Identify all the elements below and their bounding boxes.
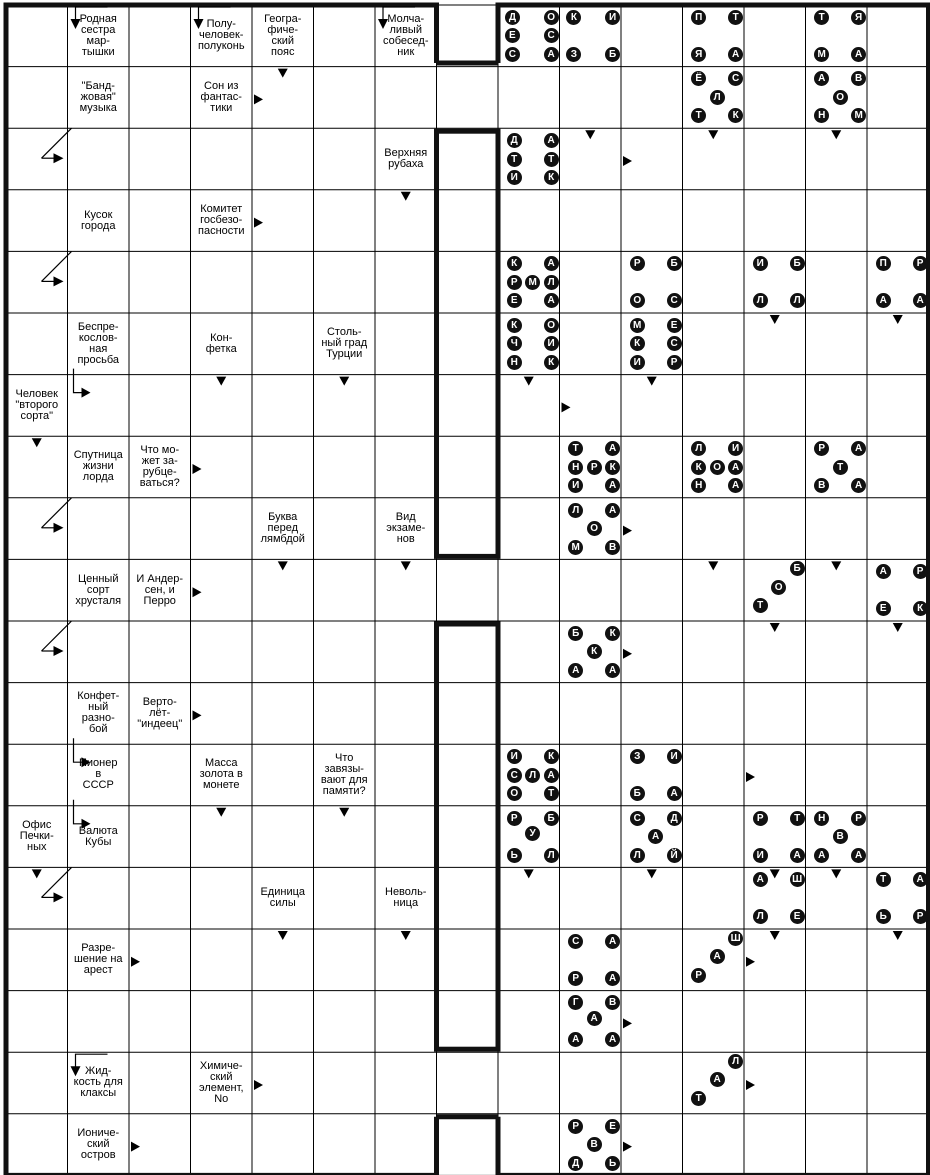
letter-dot: М bbox=[851, 108, 866, 123]
letter-dot: А bbox=[876, 293, 891, 308]
letter-dot: А bbox=[605, 503, 620, 518]
center-block bbox=[437, 624, 499, 1049]
clue-c27: Единица силы bbox=[260, 886, 306, 910]
arrow-head bbox=[623, 1018, 632, 1028]
letter-dot: К bbox=[587, 644, 602, 659]
clue-arrow bbox=[401, 561, 411, 570]
letter-dot: В bbox=[814, 478, 829, 493]
clue-arrow bbox=[278, 931, 288, 940]
letter-dot: Р bbox=[587, 460, 602, 475]
clue-c07: Верхняя рубаха bbox=[384, 146, 428, 170]
clue-arrow bbox=[647, 869, 657, 878]
letter-dot: С bbox=[568, 934, 583, 949]
letter-dot: О bbox=[587, 521, 602, 536]
arrow-head bbox=[193, 587, 202, 597]
arrow-head bbox=[193, 464, 202, 474]
clue-arrow bbox=[623, 1142, 632, 1152]
letter-dot: Е bbox=[605, 1119, 620, 1134]
letter-dot: А bbox=[851, 848, 866, 863]
arrow-head bbox=[401, 192, 411, 201]
clue-arrow bbox=[254, 218, 263, 228]
clue-arrow bbox=[746, 1080, 755, 1090]
letter-dot: Л bbox=[691, 441, 706, 456]
letter-dot: А bbox=[587, 1011, 602, 1026]
arrow-head bbox=[131, 957, 140, 967]
clue-c13: Человек "второго сорта" bbox=[15, 387, 59, 422]
letter-dot: А bbox=[544, 133, 559, 148]
arrow-head bbox=[254, 218, 263, 228]
arrow-head bbox=[254, 1080, 263, 1090]
letter-dot: Л bbox=[525, 768, 540, 783]
letter-dot: Е bbox=[505, 28, 520, 43]
letter-dot: У bbox=[525, 826, 540, 841]
clue-c24: Что завязы- вают для памяти? bbox=[320, 751, 368, 797]
clue-arrow bbox=[831, 869, 841, 878]
letter-dot: С bbox=[728, 71, 743, 86]
clue-arrow bbox=[746, 772, 755, 782]
letter-dot: Д bbox=[667, 811, 682, 826]
letter-dot: К bbox=[507, 256, 522, 271]
letter-dot: И bbox=[753, 848, 768, 863]
letter-dot: Н bbox=[568, 460, 583, 475]
letter-dot: К bbox=[605, 626, 620, 641]
arrow-head bbox=[278, 931, 288, 940]
clue-c03: Геогра- фиче- ский пояс bbox=[264, 12, 302, 58]
arrow-head bbox=[770, 869, 780, 878]
clue-arrow bbox=[193, 587, 202, 597]
letter-dot: Т bbox=[568, 441, 583, 456]
clue-c17: Вид экзаме- нов bbox=[386, 511, 426, 546]
letter-dot: А bbox=[728, 47, 743, 62]
clue-arrow bbox=[562, 402, 571, 412]
letter-dot: М bbox=[568, 540, 583, 555]
letter-dot: Б bbox=[568, 626, 583, 641]
letter-dot: А bbox=[667, 786, 682, 801]
letter-dot: С bbox=[505, 47, 520, 62]
letter-dot: Т bbox=[544, 786, 559, 801]
letter-dot: П bbox=[691, 10, 706, 25]
letter-dot: С bbox=[507, 768, 522, 783]
clue-c21: Верто- лёт- "индеец" bbox=[137, 695, 183, 730]
letter-dot: О bbox=[771, 580, 786, 595]
arrow-head bbox=[831, 869, 841, 878]
arrow-head bbox=[893, 931, 903, 940]
clue-arrow bbox=[623, 526, 632, 536]
letter-dot: Н bbox=[507, 355, 522, 370]
letter-dot: А bbox=[605, 934, 620, 949]
arrow-head bbox=[893, 315, 903, 324]
letter-dot: Р bbox=[851, 811, 866, 826]
arrow-head bbox=[708, 130, 718, 139]
letter-dot: А bbox=[544, 293, 559, 308]
clue-arrow bbox=[623, 156, 632, 166]
clue-c14: Спутница жизни лорда bbox=[73, 449, 123, 484]
letter-dot: Л bbox=[568, 503, 583, 518]
arrow-head bbox=[893, 623, 903, 632]
arrow-head bbox=[32, 869, 42, 878]
letter-dot: Р bbox=[913, 909, 928, 924]
clue-c10: Беспре- кослов- ная просьба bbox=[77, 320, 120, 366]
clue-arrow bbox=[254, 1080, 263, 1090]
letter-dot: И bbox=[544, 336, 559, 351]
letter-dot: Б bbox=[790, 256, 805, 271]
letter-dot: О bbox=[544, 318, 559, 333]
letter-dot: М bbox=[630, 318, 645, 333]
arrow-head bbox=[216, 377, 226, 386]
letter-dot: К bbox=[630, 336, 645, 351]
clue-arrow bbox=[278, 561, 288, 570]
arrow-head bbox=[54, 153, 64, 163]
letter-dot: Т bbox=[691, 108, 706, 123]
letter-dot: Д bbox=[568, 1156, 583, 1171]
right-panel-frame bbox=[498, 5, 929, 1175]
clue-c28: Неволь- ница bbox=[385, 886, 427, 910]
letter-dot: А bbox=[568, 663, 583, 678]
clue-arrow bbox=[401, 192, 411, 201]
clue-arrow bbox=[339, 808, 349, 817]
clue-c22: Пионер в СССР bbox=[79, 757, 118, 792]
clue-c11: Кон- фетка bbox=[205, 331, 237, 355]
letter-dot: Е bbox=[876, 601, 891, 616]
letter-dot: Ё bbox=[691, 71, 706, 86]
arrow-head bbox=[524, 377, 534, 386]
letter-dot: Г bbox=[568, 995, 583, 1010]
letter-dot: М bbox=[525, 275, 540, 290]
letter-dot: С bbox=[630, 811, 645, 826]
letter-dot: А bbox=[913, 293, 928, 308]
letter-dot: Т bbox=[728, 10, 743, 25]
arrow-head bbox=[585, 130, 595, 139]
clue-c31: Химиче- ский элемент, No bbox=[198, 1059, 244, 1105]
letter-dot: А bbox=[605, 971, 620, 986]
letter-dot: Н bbox=[691, 478, 706, 493]
letter-dot: К bbox=[507, 318, 522, 333]
arrow-head bbox=[647, 869, 657, 878]
letter-dot: О bbox=[544, 10, 559, 25]
arrow-head bbox=[193, 710, 202, 720]
letter-dot: Т bbox=[790, 811, 805, 826]
clue-arrow bbox=[585, 130, 595, 139]
letter-dot: А bbox=[544, 47, 559, 62]
letter-dot: В bbox=[833, 829, 848, 844]
letter-dot: В bbox=[605, 540, 620, 555]
letter-dot: Ь bbox=[605, 1156, 620, 1171]
arrow-head bbox=[54, 523, 64, 533]
clue-arrow bbox=[254, 94, 263, 104]
letter-dot: Ш bbox=[728, 931, 743, 946]
arrow-head bbox=[831, 561, 841, 570]
letter-dot: Л bbox=[728, 1054, 743, 1069]
letter-dot: Б bbox=[790, 561, 805, 576]
letter-dot: В bbox=[851, 71, 866, 86]
clue-c32: Иониче- ский остров bbox=[77, 1127, 120, 1162]
clue-c30: Жид- кость для клаксы bbox=[73, 1065, 123, 1100]
arrow-head bbox=[623, 1142, 632, 1152]
letter-dot: Д bbox=[507, 133, 522, 148]
letter-dot: Т bbox=[691, 1091, 706, 1106]
letter-dot: С bbox=[544, 28, 559, 43]
arrow-head bbox=[746, 772, 755, 782]
letter-dot: Р bbox=[913, 256, 928, 271]
arrow-head bbox=[339, 808, 349, 817]
letter-dot: С bbox=[667, 293, 682, 308]
letter-dot: Л bbox=[630, 848, 645, 863]
letter-dot: А bbox=[814, 71, 829, 86]
clue-arrow bbox=[216, 808, 226, 817]
letter-dot: Р bbox=[507, 275, 522, 290]
arrow-head bbox=[562, 402, 571, 412]
letter-dot: Т bbox=[753, 598, 768, 613]
clue-c16: Буква перед лямбдой bbox=[260, 511, 305, 546]
letter-dot: Т bbox=[876, 872, 891, 887]
letter-dot: А bbox=[851, 47, 866, 62]
letter-dot: К bbox=[566, 10, 581, 25]
clue-arrow bbox=[193, 710, 202, 720]
clue-c29: Разре- шение на арест bbox=[73, 942, 123, 977]
letter-dot: А bbox=[710, 949, 725, 964]
letter-dot: С bbox=[667, 336, 682, 351]
letter-dot: А bbox=[544, 768, 559, 783]
arrow-head bbox=[831, 130, 841, 139]
clue-c25: Офис Печки- ных bbox=[19, 819, 54, 854]
arrow-head bbox=[623, 156, 632, 166]
letter-dot: Б bbox=[667, 256, 682, 271]
letter-dot: И bbox=[630, 355, 645, 370]
letter-dot: Р bbox=[568, 1119, 583, 1134]
letter-dot: Е bbox=[667, 318, 682, 333]
letter-dot: Т bbox=[814, 10, 829, 25]
letter-dot: И bbox=[605, 10, 620, 25]
clue-c26: Валюта Кубы bbox=[78, 824, 118, 848]
letter-dot: Р bbox=[814, 441, 829, 456]
letter-dot: А bbox=[728, 460, 743, 475]
arrow-head bbox=[54, 892, 64, 902]
clue-arrow bbox=[623, 649, 632, 659]
arrow-head bbox=[32, 438, 42, 447]
arrow-head bbox=[278, 561, 288, 570]
letter-dot: О bbox=[630, 293, 645, 308]
letter-dot: Р bbox=[568, 971, 583, 986]
arrow-head bbox=[216, 808, 226, 817]
letter-dot: О bbox=[833, 90, 848, 105]
letter-dot: К bbox=[691, 460, 706, 475]
letter-dot: Р bbox=[753, 811, 768, 826]
letter-dot: Р bbox=[630, 256, 645, 271]
letter-dot: А bbox=[568, 1032, 583, 1047]
letter-dot: А bbox=[648, 829, 663, 844]
clue-c20: Конфет- ный разно- бой bbox=[77, 690, 120, 736]
clue-arrow bbox=[339, 377, 349, 386]
clue-arrow bbox=[746, 957, 755, 967]
letter-dot: Т bbox=[833, 460, 848, 475]
arrow-head bbox=[770, 931, 780, 940]
clue-arrow bbox=[647, 377, 657, 386]
clue-arrow bbox=[623, 1018, 632, 1028]
letter-dot: А bbox=[605, 441, 620, 456]
clue-arrow bbox=[770, 623, 780, 632]
letter-dot: О bbox=[507, 786, 522, 801]
letter-dot: К bbox=[913, 601, 928, 616]
letter-dot: А bbox=[605, 663, 620, 678]
letter-dot: Б bbox=[544, 811, 559, 826]
arrow-head bbox=[54, 276, 64, 286]
letter-dot: И bbox=[507, 749, 522, 764]
arrow-head bbox=[401, 561, 411, 570]
clue-arrow bbox=[278, 69, 288, 78]
clue-arrow bbox=[893, 931, 903, 940]
clue-arrow bbox=[770, 869, 780, 878]
letter-dot: Н bbox=[814, 108, 829, 123]
arrow-head bbox=[254, 94, 263, 104]
letter-dot: В bbox=[587, 1137, 602, 1152]
letter-dot: Т bbox=[544, 152, 559, 167]
arrow-head bbox=[82, 388, 91, 398]
arrow-head bbox=[401, 931, 411, 940]
letter-dot: А bbox=[605, 1032, 620, 1047]
clue-c02: Полу- человек- полуконь bbox=[197, 18, 245, 53]
letter-dot: А bbox=[753, 872, 768, 887]
arrow-head bbox=[770, 315, 780, 324]
letter-dot: Б bbox=[630, 786, 645, 801]
arrow-head bbox=[131, 1142, 140, 1152]
letter-dot: Р bbox=[691, 968, 706, 983]
letter-dot: И bbox=[728, 441, 743, 456]
letter-dot: Ч bbox=[507, 336, 522, 351]
letter-dot: К bbox=[544, 749, 559, 764]
letter-dot: З bbox=[630, 749, 645, 764]
letter-dot: Л bbox=[544, 275, 559, 290]
letter-dot: Б bbox=[605, 47, 620, 62]
clue-arrow bbox=[770, 315, 780, 324]
clue-c19: И Андер- сен, и Перро bbox=[136, 572, 184, 607]
clue-arrow bbox=[893, 315, 903, 324]
clue-c15: Что мо- жет за- рубце- ваться? bbox=[139, 443, 180, 489]
letter-dot: Я bbox=[691, 47, 706, 62]
letter-dot: И bbox=[507, 170, 522, 185]
clue-arrow bbox=[193, 464, 202, 474]
letter-dot: А bbox=[851, 441, 866, 456]
letter-dot: А bbox=[913, 872, 928, 887]
clue-c01: Родная сестра мар- тышки bbox=[79, 12, 117, 58]
clue-arrow bbox=[32, 869, 42, 878]
arrow-head bbox=[708, 561, 718, 570]
clue-arrow bbox=[831, 130, 841, 139]
letter-dot: З bbox=[566, 47, 581, 62]
arrow-head bbox=[770, 623, 780, 632]
letter-dot: Р bbox=[667, 355, 682, 370]
arrow-head bbox=[524, 869, 534, 878]
letter-dot: В bbox=[605, 995, 620, 1010]
letter-dot: М bbox=[814, 47, 829, 62]
arrow-head bbox=[746, 1080, 755, 1090]
letter-dot: И bbox=[667, 749, 682, 764]
letter-dot: Н bbox=[814, 811, 829, 826]
letter-dot: Ь bbox=[876, 909, 891, 924]
clue-arrow bbox=[131, 957, 140, 967]
center-block bbox=[437, 131, 499, 556]
letter-dot: А bbox=[790, 848, 805, 863]
letter-dot: Л bbox=[544, 848, 559, 863]
clue-arrow bbox=[524, 869, 534, 878]
letter-dot: А bbox=[851, 478, 866, 493]
letter-dot: К bbox=[544, 170, 559, 185]
clue-arrow bbox=[893, 623, 903, 632]
clue-arrow bbox=[770, 931, 780, 940]
clue-arrow bbox=[708, 561, 718, 570]
letter-dot: Ь bbox=[507, 848, 522, 863]
letter-dot: Т bbox=[507, 152, 522, 167]
letter-dot: И bbox=[568, 478, 583, 493]
clue-c09: Комитет госбезо- пасности bbox=[198, 203, 245, 238]
arrow-head bbox=[54, 646, 64, 656]
letter-dot: Л bbox=[710, 90, 725, 105]
letter-dot: К bbox=[544, 355, 559, 370]
arrow-head bbox=[746, 957, 755, 967]
arrow-head bbox=[339, 377, 349, 386]
letter-dot: К bbox=[605, 460, 620, 475]
letter-dot: Р bbox=[507, 811, 522, 826]
letter-dot: Л bbox=[790, 293, 805, 308]
letter-dot: А bbox=[876, 564, 891, 579]
clue-arrow bbox=[216, 377, 226, 386]
clue-c06: Сон из фантас- тики bbox=[200, 79, 242, 114]
arrow-head bbox=[647, 377, 657, 386]
letter-dot: Л bbox=[753, 293, 768, 308]
arrow-head bbox=[623, 649, 632, 659]
clue-arrow bbox=[524, 377, 534, 386]
letter-dot: Р bbox=[913, 564, 928, 579]
clue-c08: Кусок города bbox=[81, 208, 116, 232]
letter-dot: А bbox=[544, 256, 559, 271]
clue-arrow bbox=[401, 931, 411, 940]
clue-c23: Масса золота в монете bbox=[199, 757, 243, 792]
arrow-head bbox=[278, 69, 288, 78]
clue-c05: "Банд- жовая" музыка bbox=[79, 79, 117, 114]
letter-dot: Ш bbox=[790, 872, 805, 887]
clue-c12: Столь- ный град Турции bbox=[321, 326, 368, 361]
arrow-head bbox=[623, 526, 632, 536]
clue-c18: Ценный сорт хрусталя bbox=[75, 572, 122, 607]
letter-dot: К bbox=[728, 108, 743, 123]
letter-dot: А bbox=[814, 848, 829, 863]
letter-dot: П bbox=[876, 256, 891, 271]
letter-dot: Е bbox=[507, 293, 522, 308]
letter-dot: Л bbox=[753, 909, 768, 924]
letter-dot: Е bbox=[790, 909, 805, 924]
clue-c04: Молча- ливый собесед- ник bbox=[383, 12, 429, 58]
letter-dot: Д bbox=[505, 10, 520, 25]
letter-dot: А bbox=[728, 478, 743, 493]
letter-dot: О bbox=[710, 460, 725, 475]
clue-arrow bbox=[831, 561, 841, 570]
letter-dot: Й bbox=[667, 848, 682, 863]
clue-arrow bbox=[32, 438, 42, 447]
letter-dot: А bbox=[710, 1072, 725, 1087]
letter-dot: Я bbox=[851, 10, 866, 25]
letter-dot: А bbox=[605, 478, 620, 493]
clue-arrow bbox=[131, 1142, 140, 1152]
clue-arrow bbox=[708, 130, 718, 139]
letter-dot: И bbox=[753, 256, 768, 271]
